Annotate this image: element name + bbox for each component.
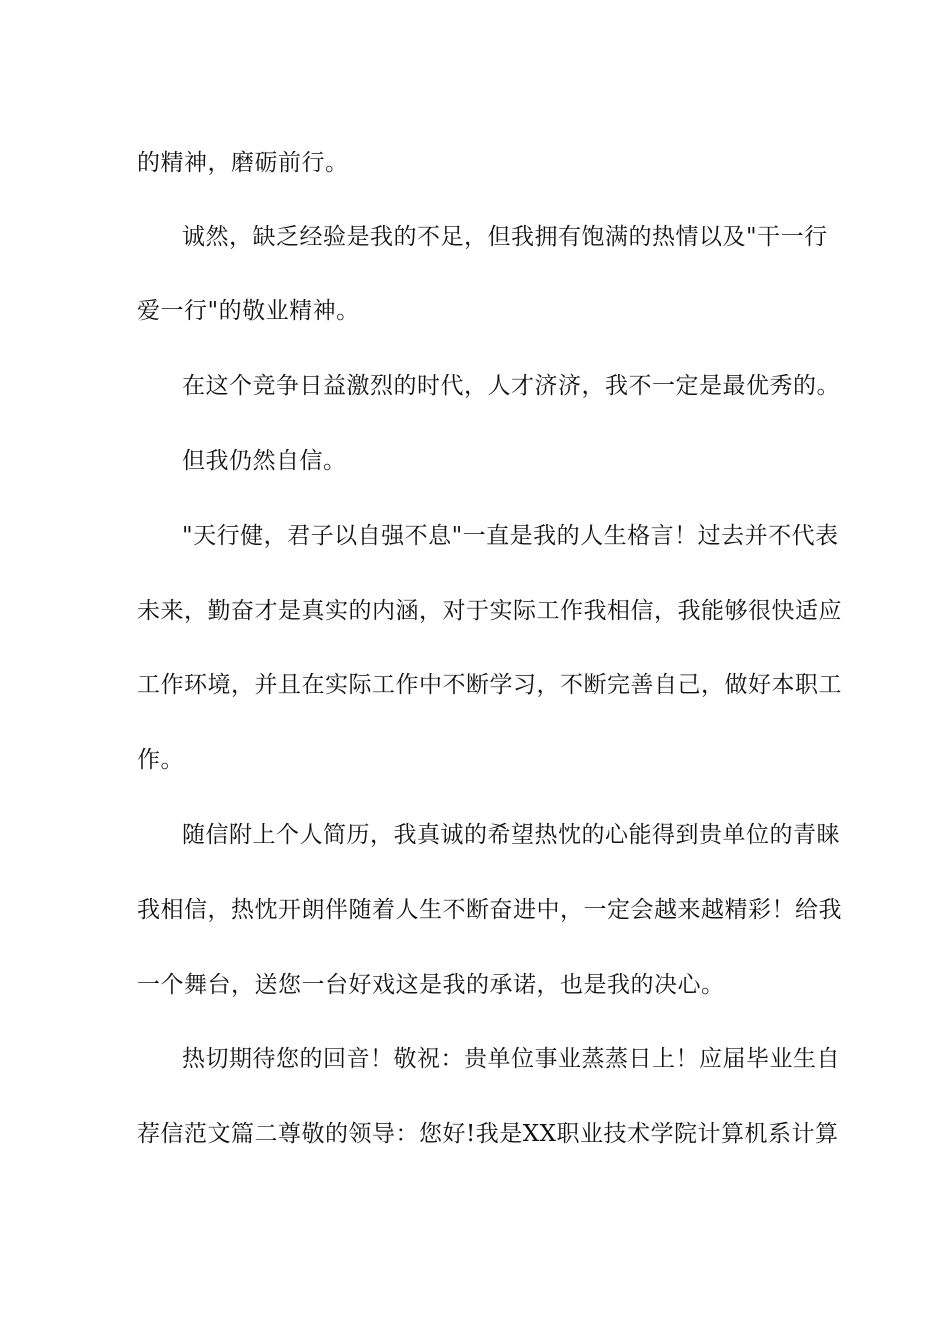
text-line: 作。 [137, 747, 184, 773]
paragraph-first-line: "天行健，君子以自强不息"一直是我的人生格言！过去并不代表 [182, 523, 839, 549]
paragraph-first-line: 在这个竞争日益激烈的时代，人才济济，我不一定是最优秀的。 [182, 373, 840, 399]
text-line: 我相信，热忱开朗伴随着人生不断奋进中，一定会越来越精彩！给我 [137, 897, 842, 923]
text-line: 工作环境，并且在实际工作中不断学习，不断完善自己，做好本职工 [137, 672, 842, 698]
paragraph-first-line: 随信附上个人简历，我真诚的希望热忱的心能得到贵单位的青睐 [182, 822, 840, 848]
text-line: 的精神，磨砺前行。 [137, 150, 349, 176]
text-line: 荐信范文篇二尊敬的领导：您好!我是XX职业技术学院计算机系计算 [137, 1121, 839, 1147]
text-line: 未来，勤奋才是真实的内涵，对于实际工作我相信，我能够很快适应 [137, 598, 842, 624]
text-line: 一个舞台，送您一台好戏这是我的承诺，也是我的决心。 [137, 972, 725, 998]
paragraph-first-line: 热切期待您的回音！敬祝：贵单位事业蒸蒸日上！应届毕业生自 [182, 1046, 840, 1072]
text-line: 爱一行"的敬业精神。 [137, 298, 360, 324]
paragraph-first-line: 但我仍然自信。 [182, 448, 347, 474]
paragraph-first-line: 诚然，缺乏经验是我的不足，但我拥有饱满的热情以及"干一行 [182, 224, 828, 250]
